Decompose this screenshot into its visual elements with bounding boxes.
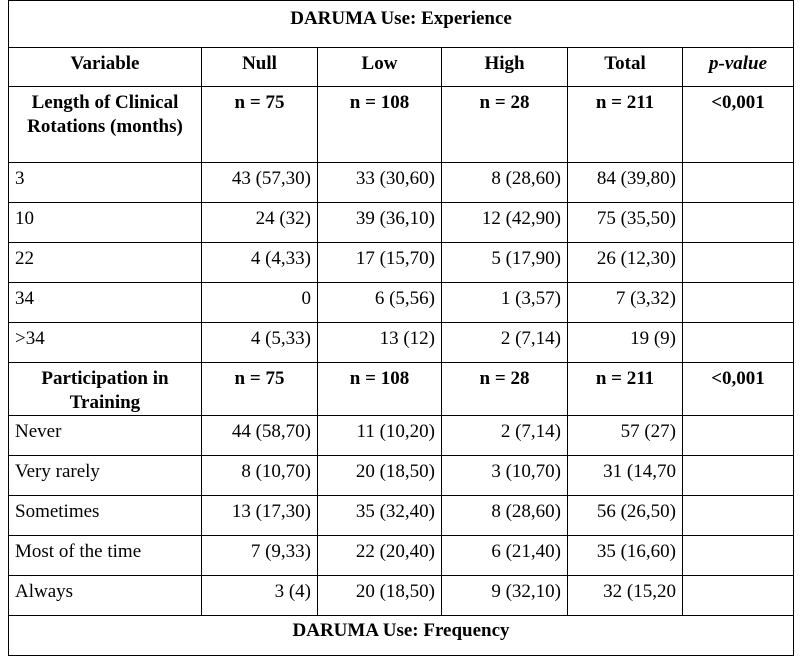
cell-p-value xyxy=(683,416,794,456)
row-label: Very rarely xyxy=(9,456,202,496)
section-n-null: n = 75 xyxy=(202,363,318,416)
cell-p-value xyxy=(683,323,794,363)
table-title-experience: DARUMA Use: Experience xyxy=(9,1,794,48)
cell-null: 3 (4) xyxy=(202,576,318,616)
cell-total: 57 (27) xyxy=(568,416,683,456)
section-n-low: n = 108 xyxy=(318,87,442,163)
table-row xyxy=(9,163,794,203)
cell-null: 43 (57,30) xyxy=(202,163,318,203)
cell-total: 35 (16,60) xyxy=(568,536,683,576)
row-label: 10 xyxy=(9,203,202,243)
table-row xyxy=(9,496,794,536)
cell-low: 17 (15,70) xyxy=(318,243,442,283)
cell-low: 39 (36,10) xyxy=(318,203,442,243)
cell-p-value xyxy=(683,576,794,616)
header-high: High xyxy=(442,48,568,87)
cell-total: 75 (35,50) xyxy=(568,203,683,243)
cell-p-value xyxy=(683,163,794,203)
table-row xyxy=(9,283,794,323)
cell-p-value xyxy=(683,243,794,283)
section-n-null: n = 75 xyxy=(202,87,318,163)
cell-null: 13 (17,30) xyxy=(202,496,318,536)
cell-total: 26 (12,30) xyxy=(568,243,683,283)
cell-p-value xyxy=(683,456,794,496)
table-row xyxy=(9,576,794,616)
cell-low: 20 (18,50) xyxy=(318,456,442,496)
cell-total: 32 (15,20 xyxy=(568,576,683,616)
row-label: Sometimes xyxy=(9,496,202,536)
cell-total: 84 (39,80) xyxy=(568,163,683,203)
table-row xyxy=(9,243,794,283)
header-variable: Variable xyxy=(9,48,202,87)
section-n-high: n = 28 xyxy=(442,363,568,416)
table-row xyxy=(9,203,794,243)
table-row xyxy=(9,323,794,363)
section-p-value: <0,001 xyxy=(683,87,794,163)
cell-low: 35 (32,40) xyxy=(318,496,442,536)
cell-high: 12 (42,90) xyxy=(442,203,568,243)
cell-high: 2 (7,14) xyxy=(442,416,568,456)
section-n-low: n = 108 xyxy=(318,363,442,416)
cell-null: 7 (9,33) xyxy=(202,536,318,576)
cell-total: 56 (26,50) xyxy=(568,496,683,536)
cell-low: 13 (12) xyxy=(318,323,442,363)
table-row xyxy=(9,456,794,496)
cell-p-value xyxy=(683,496,794,536)
cell-high: 1 (3,57) xyxy=(442,283,568,323)
cell-low: 33 (30,60) xyxy=(318,163,442,203)
header-p-value: p-value xyxy=(683,48,794,87)
cell-high: 5 (17,90) xyxy=(442,243,568,283)
cell-low: 22 (20,40) xyxy=(318,536,442,576)
cell-total: 7 (3,32) xyxy=(568,283,683,323)
cell-total: 31 (14,70 xyxy=(568,456,683,496)
cell-null: 4 (5,33) xyxy=(202,323,318,363)
row-label: Never xyxy=(9,416,202,456)
cell-null: 8 (10,70) xyxy=(202,456,318,496)
section-n-total: n = 211 xyxy=(568,87,683,163)
section-n-total: n = 211 xyxy=(568,363,683,416)
table-row xyxy=(9,416,794,456)
section-p-value: <0,001 xyxy=(683,363,794,416)
cell-p-value xyxy=(683,536,794,576)
cell-high: 6 (21,40) xyxy=(442,536,568,576)
cell-high: 9 (32,10) xyxy=(442,576,568,616)
section-label-clinical-rotations: Length of Clinical Rotations (months) xyxy=(9,87,202,163)
row-label: 34 xyxy=(9,283,202,323)
cell-p-value xyxy=(683,283,794,323)
cell-null: 4 (4,33) xyxy=(202,243,318,283)
cell-high: 3 (10,70) xyxy=(442,456,568,496)
cell-null: 0 xyxy=(202,283,318,323)
row-label: Most of the time xyxy=(9,536,202,576)
cell-low: 6 (5,56) xyxy=(318,283,442,323)
row-label: 3 xyxy=(9,163,202,203)
cell-low: 20 (18,50) xyxy=(318,576,442,616)
cell-high: 2 (7,14) xyxy=(442,323,568,363)
header-total: Total xyxy=(568,48,683,87)
row-label: >34 xyxy=(9,323,202,363)
row-label: Always xyxy=(9,576,202,616)
cell-total: 19 (9) xyxy=(568,323,683,363)
section-n-high: n = 28 xyxy=(442,87,568,163)
cell-null: 24 (32) xyxy=(202,203,318,243)
cell-p-value xyxy=(683,203,794,243)
experience-table xyxy=(8,0,794,656)
header-null: Null xyxy=(202,48,318,87)
header-low: Low xyxy=(318,48,442,87)
cell-high: 8 (28,60) xyxy=(442,163,568,203)
cell-null: 44 (58,70) xyxy=(202,416,318,456)
cell-low: 11 (10,20) xyxy=(318,416,442,456)
row-label: 22 xyxy=(9,243,202,283)
table-row xyxy=(9,536,794,576)
cell-high: 8 (28,60) xyxy=(442,496,568,536)
section-label-participation-training: Participation in Training xyxy=(9,363,202,416)
table-title-frequency: DARUMA Use: Frequency xyxy=(9,616,794,656)
